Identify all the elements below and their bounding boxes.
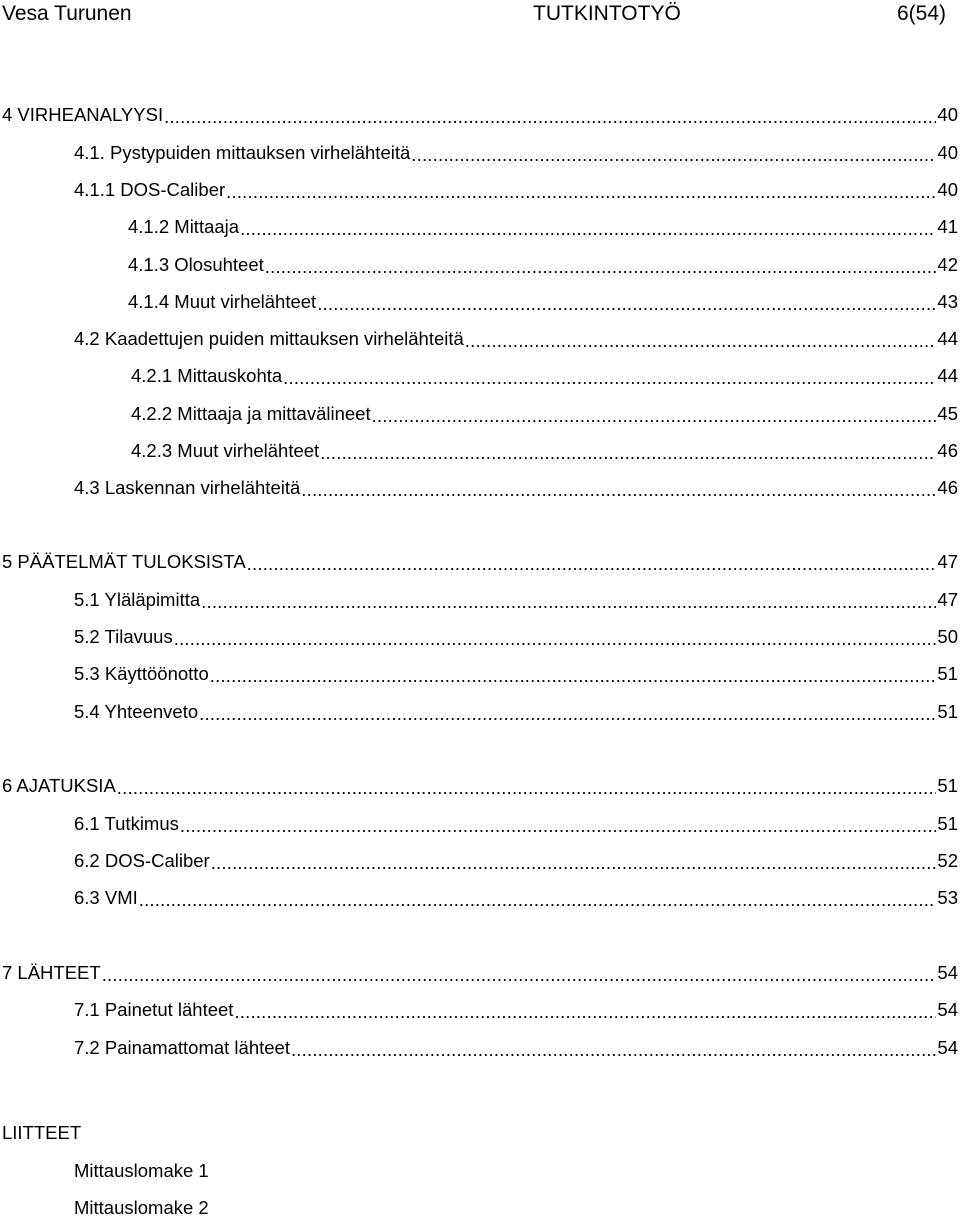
toc-entry-page: 53 <box>937 887 958 908</box>
toc-leader-dots <box>164 100 936 130</box>
toc-entry-label: 5 PÄÄTELMÄT TULOKSISTA <box>2 551 246 572</box>
toc-entry-label: 4.1.3 Olosuhteet <box>128 254 264 275</box>
toc-entry[interactable] <box>0 883 958 913</box>
toc-entry-label: 4 VIRHEANALYYSI <box>2 104 164 125</box>
toc-entry[interactable] <box>0 585 958 615</box>
toc-entry-page: 46 <box>937 440 958 461</box>
toc-entry-page: 43 <box>937 291 958 312</box>
toc-leader-dots <box>211 846 937 876</box>
toc-entry[interactable] <box>0 1033 958 1063</box>
toc-entry[interactable] <box>0 697 958 727</box>
toc-entry-label: 4.1.4 Muut virhelähteet <box>128 291 317 312</box>
toc-leader-dots <box>226 175 936 205</box>
toc-leader-dots <box>320 436 936 466</box>
toc-leader-dots <box>283 361 936 391</box>
toc-leader-dots <box>411 138 936 168</box>
toc-leader-dots <box>265 250 937 280</box>
toc-entry-page: 51 <box>937 701 958 722</box>
toc-entry[interactable] <box>0 846 958 876</box>
toc-entry-page: 52 <box>937 850 958 871</box>
toc-leader-dots <box>139 883 937 913</box>
toc-leader-dots <box>234 995 936 1025</box>
toc-entry-label: 7.1 Painetut lähteet <box>74 999 234 1020</box>
toc-entry-label: 4.2.1 Mittauskohta <box>131 365 283 386</box>
toc-entry-label: 5.4 Yhteenveto <box>74 701 199 722</box>
toc-entry[interactable] <box>0 287 958 317</box>
toc-leader-dots <box>240 212 936 242</box>
toc-leader-dots <box>372 399 937 429</box>
toc-entry[interactable] <box>0 995 958 1025</box>
toc-entry[interactable] <box>0 436 958 466</box>
toc-leader-dots <box>180 809 937 839</box>
toc-entry[interactable] <box>0 399 958 429</box>
toc-entry[interactable] <box>0 324 958 354</box>
toc-entry[interactable] <box>0 771 958 801</box>
toc-entry[interactable] <box>0 622 958 652</box>
toc-entry[interactable] <box>0 138 958 168</box>
toc-entry[interactable] <box>0 100 958 130</box>
toc-entry-label: 4.2.2 Mittaaja ja mittavälineet <box>131 403 371 424</box>
toc-entry[interactable] <box>0 250 958 280</box>
header-page-number: 6(54) <box>896 2 946 25</box>
toc-entry-label: 4.1. Pystypuiden mittauksen virhelähteitä <box>74 142 411 163</box>
toc-entry-label: 5.2 Tilavuus <box>74 626 173 647</box>
toc-entry-page: 54 <box>937 962 958 983</box>
toc-entry[interactable] <box>0 958 958 988</box>
toc-entry-page: 47 <box>937 589 958 610</box>
toc-leader-dots <box>291 1033 936 1063</box>
toc-entry-page: 51 <box>937 775 958 796</box>
toc-leader-dots <box>247 547 937 577</box>
toc-entry-page: 42 <box>937 254 958 275</box>
toc-entry[interactable] <box>0 361 958 391</box>
header-title: TUTKINTOTYÖ <box>533 2 681 25</box>
toc-entry-label: 4.1.1 DOS-Caliber <box>74 179 226 200</box>
toc-entry-label: 4.2.3 Muut virhelähteet <box>131 440 320 461</box>
header-author: Vesa Turunen <box>2 2 132 25</box>
toc-entry-page: 40 <box>937 142 958 163</box>
toc-entry-page: 44 <box>937 328 958 349</box>
toc-entry-page: 51 <box>937 663 958 684</box>
appendix-item[interactable]: Mittauslomake 2 <box>74 1197 209 1218</box>
toc-entry-page: 46 <box>937 477 958 498</box>
toc-entry-page: 47 <box>937 551 958 572</box>
toc-leader-dots <box>465 324 937 354</box>
toc-entry[interactable] <box>0 809 958 839</box>
toc-entry-label: 5.1 Yläläpimitta <box>74 589 201 610</box>
toc-entry-page: 54 <box>937 999 958 1020</box>
toc-entry[interactable] <box>0 212 958 242</box>
toc-entry-page: 45 <box>937 403 958 424</box>
toc-entry-label: 5.3 Käyttöönotto <box>74 663 209 684</box>
toc-entry[interactable] <box>0 659 958 689</box>
toc-entry-label: 6 AJATUKSIA <box>2 775 116 796</box>
toc-entry-page: 44 <box>937 365 958 386</box>
toc-entry-page: 40 <box>937 179 958 200</box>
toc-entry-page: 54 <box>937 1037 958 1058</box>
page-header <box>0 2 960 32</box>
toc-entry-page: 40 <box>937 104 958 125</box>
toc-leader-dots <box>199 697 936 727</box>
toc-entry-label: 4.2 Kaadettujen puiden mittauksen virhelähteitä <box>74 328 464 349</box>
appendix-item[interactable]: Mittauslomake 1 <box>74 1160 209 1181</box>
appendices-title: LIITTEET <box>2 1122 82 1143</box>
toc-entry-label: 6.2 DOS-Caliber <box>74 850 210 871</box>
toc-entry-label: 4.3 Laskennan virhelähteitä <box>74 477 301 498</box>
toc-entry-label: 7.2 Painamattomat lähteet <box>74 1037 290 1058</box>
toc-entry-label: 6.1 Tutkimus <box>74 813 179 834</box>
toc-leader-dots <box>102 958 937 988</box>
toc-leader-dots <box>210 659 937 689</box>
toc-entry-page: 51 <box>937 813 958 834</box>
toc-entry[interactable] <box>0 175 958 205</box>
toc-leader-dots <box>174 622 937 652</box>
toc-entry-page: 41 <box>937 216 958 237</box>
toc-entry-label: 6.3 VMI <box>74 887 138 908</box>
toc-entry-label: 7 LÄHTEET <box>2 962 101 983</box>
toc-entry[interactable] <box>0 547 958 577</box>
toc-entry-page: 50 <box>937 626 958 647</box>
toc-leader-dots <box>201 585 936 615</box>
toc-entry-label: 4.1.2 Mittaaja <box>128 216 240 237</box>
toc-leader-dots <box>117 771 937 801</box>
toc-entry[interactable] <box>0 473 958 503</box>
toc-leader-dots <box>301 473 936 503</box>
toc-leader-dots <box>317 287 936 317</box>
